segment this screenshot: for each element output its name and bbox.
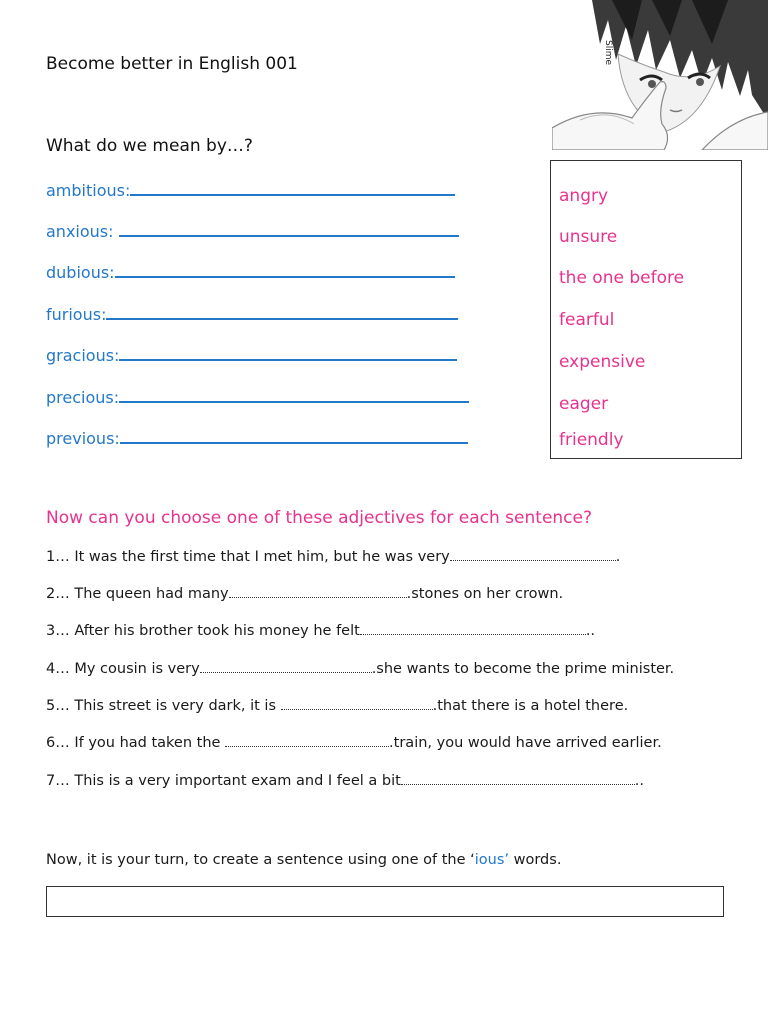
vocab-row — [46, 219, 459, 241]
worksheet-title: Become better in English 001 — [46, 54, 298, 74]
prompt-highlight: ious’ — [474, 852, 510, 868]
definition-item: friendly — [559, 430, 624, 450]
sentence-text: .that there is a hotel there. — [432, 698, 629, 714]
sentence-text: .she wants to become the prime minister. — [371, 661, 675, 677]
vocab-row — [46, 302, 458, 324]
blank-line[interactable] — [401, 773, 635, 785]
vocab-word: anxious: — [46, 222, 119, 241]
blank-line[interactable] — [229, 586, 407, 598]
vocab-row — [46, 178, 455, 200]
anime-character-portrait-icon — [552, 0, 768, 150]
section-prompt: Now can you choose one of these adjectives for each sentence? — [46, 508, 593, 528]
answer-line[interactable] — [106, 302, 458, 320]
definition-item: eager — [559, 394, 609, 414]
vocab-row — [46, 426, 468, 448]
blank-line[interactable] — [450, 549, 616, 561]
vocab-word: dubious: — [46, 263, 115, 282]
blank-line[interactable] — [281, 698, 433, 710]
sentence-text: .stones on her crown. — [406, 586, 564, 602]
sentence-text: .. — [585, 623, 596, 639]
definition-item: angry — [559, 186, 609, 206]
definition-item: unsure — [559, 227, 618, 247]
sentence-text: 3… After his brother took his money he felt — [46, 623, 360, 639]
sentence-text: 2… The queen had many — [46, 586, 229, 602]
vocab-word: ambitious: — [46, 181, 131, 200]
answer-line[interactable] — [120, 426, 468, 444]
definition-item: expensive — [559, 352, 646, 372]
blank-line[interactable] — [225, 735, 389, 747]
blank-line[interactable] — [200, 661, 372, 673]
sentence-item — [46, 661, 674, 677]
blank-line[interactable] — [360, 623, 586, 635]
sentence-item — [46, 698, 628, 714]
answer-line[interactable] — [130, 178, 455, 196]
vocab-row — [46, 385, 469, 407]
section-prompt — [46, 852, 561, 868]
sentence-item — [46, 773, 644, 789]
sentence-answer-box[interactable] — [46, 886, 724, 917]
answer-line[interactable] — [119, 385, 469, 403]
prompt-text: words. — [509, 852, 562, 868]
answer-line[interactable] — [119, 219, 459, 237]
sentence-item — [46, 549, 620, 565]
vocab-word: gracious: — [46, 346, 120, 365]
worksheet-question: What do we mean by…? — [46, 136, 253, 156]
vocab-row — [46, 343, 457, 365]
sentence-item — [46, 623, 595, 639]
vocab-word: previous: — [46, 429, 120, 448]
sentence-text: 6… If you had taken the — [46, 735, 226, 751]
sentence-item — [46, 735, 662, 751]
prompt-text: Now, it is your turn, to create a sentence using one of the — [46, 852, 471, 868]
definition-item: fearful — [559, 310, 615, 330]
vocab-row — [46, 260, 455, 282]
vocab-word: precious: — [46, 388, 120, 407]
sentence-text: 7… This is a very important exam and I feel a bit — [46, 773, 401, 789]
sentence-text: .. — [634, 773, 645, 789]
sentence-text: 5… This street is very dark, it is — [46, 698, 281, 714]
sentence-text: 4… My cousin is very — [46, 661, 200, 677]
sentence-item — [46, 586, 563, 602]
answer-line[interactable] — [119, 343, 457, 361]
answer-line[interactable] — [115, 260, 455, 278]
sentence-text: .train, you would have arrived earlier. — [389, 735, 662, 751]
prompt-quote: ‘ — [470, 852, 475, 868]
vocab-word: furious: — [46, 305, 107, 324]
sentence-text: 1… It was the first time that I met him, but he was very — [46, 549, 450, 565]
sentence-text: . — [615, 549, 621, 565]
definition-item: the one before — [559, 268, 685, 288]
signature: Slime — [603, 40, 613, 66]
